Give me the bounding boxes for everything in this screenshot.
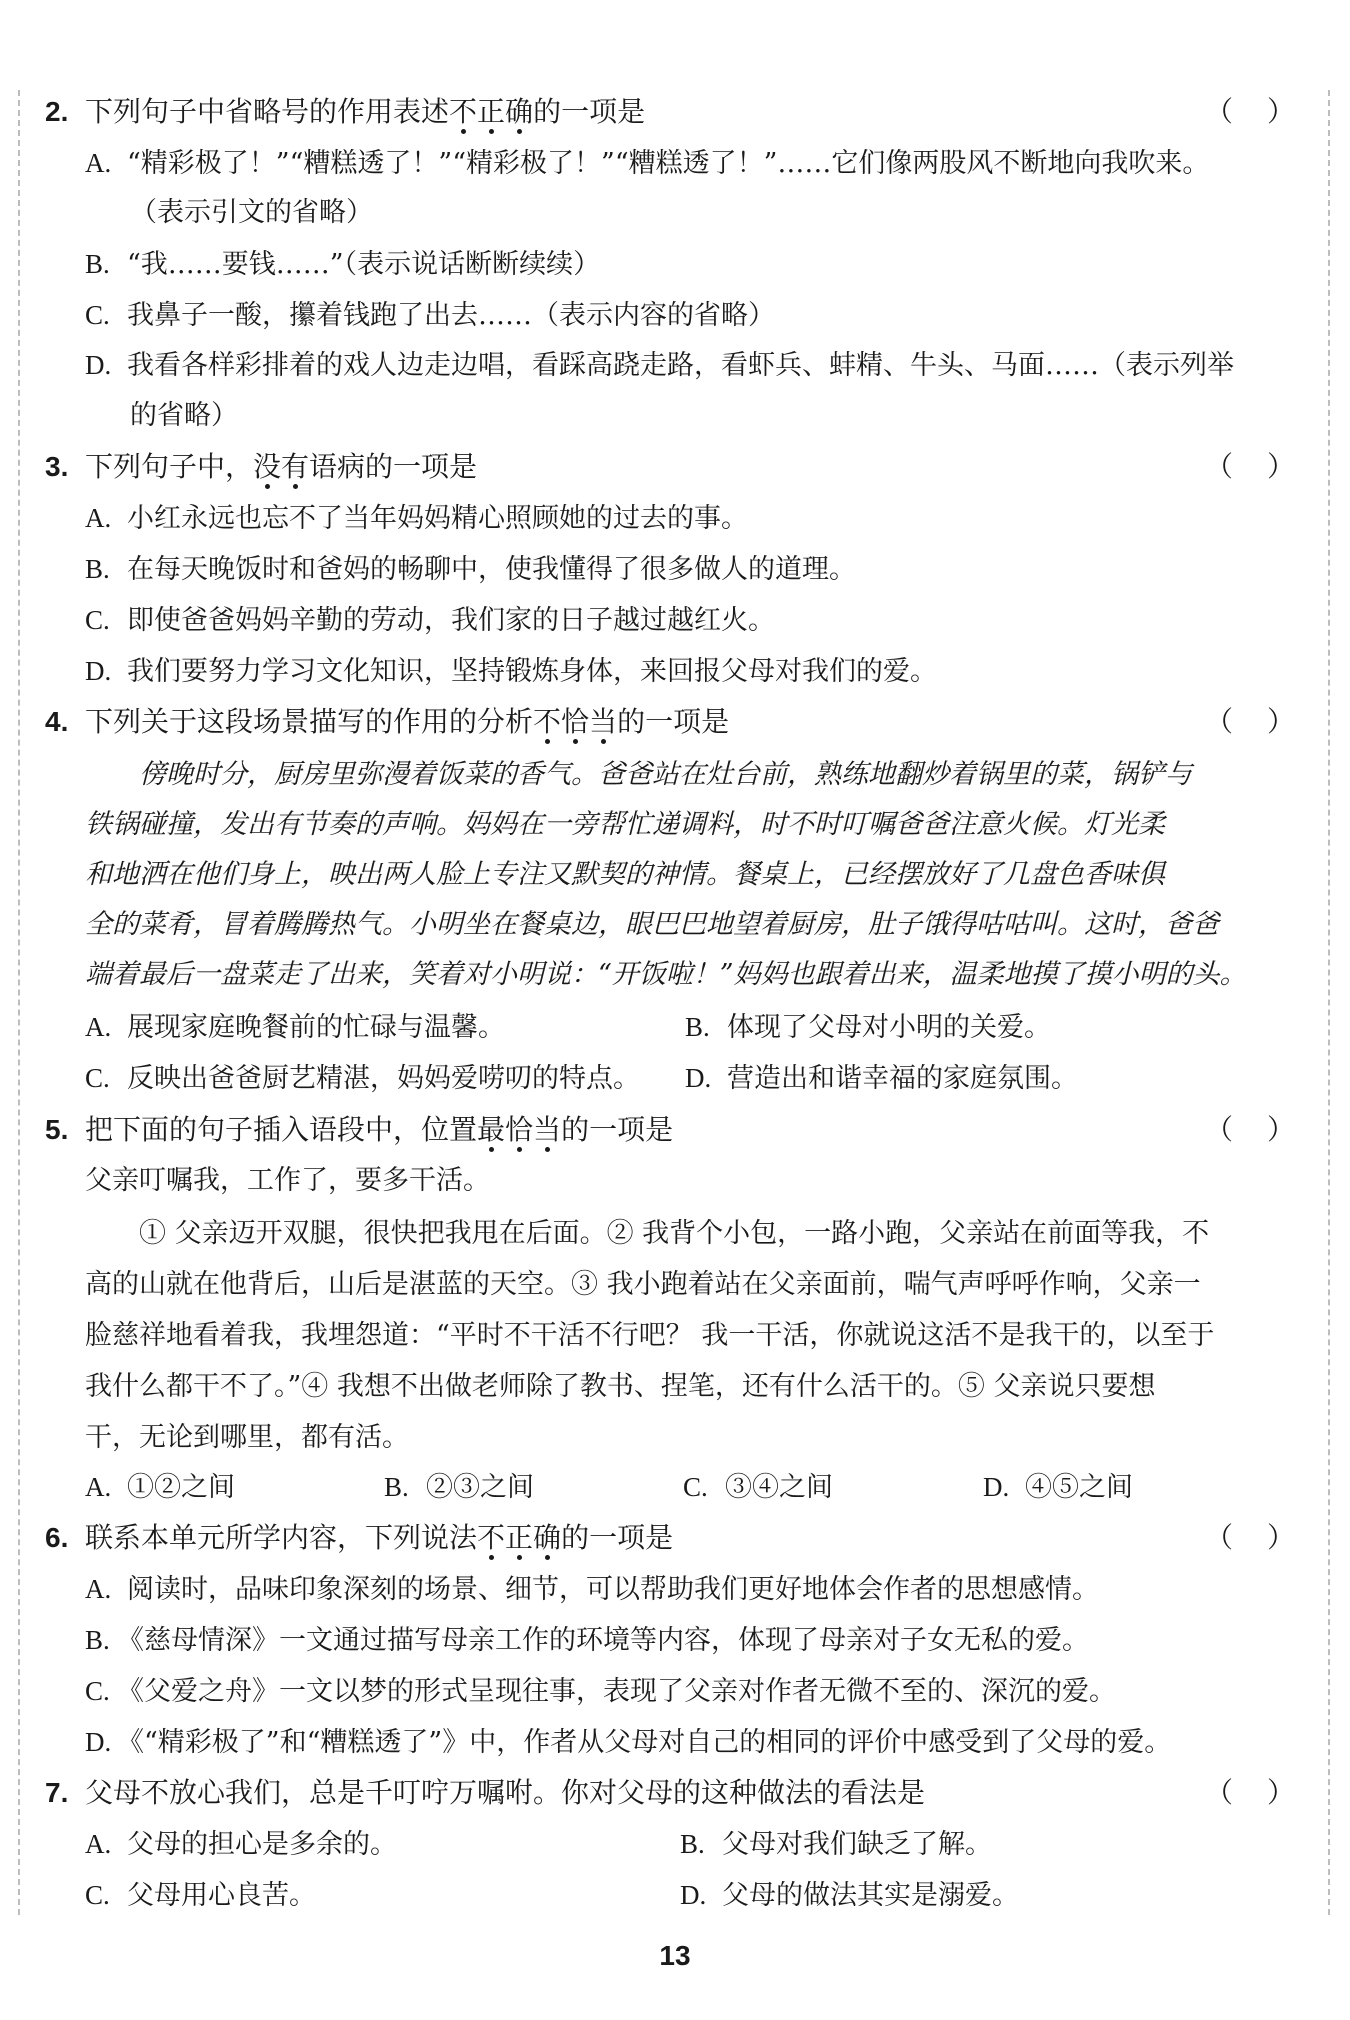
passage-line: ① 父亲迈开双腿，很快把我甩在后面。② 我背个小包，一路小跑，父亲站在前面等我，不	[139, 1218, 1210, 1249]
q5-passage	[85, 1208, 1295, 1463]
q6-option-c[interactable]: C. 《父爱之舟》一文以梦的形式呈现往事，表现了父亲对作者无微不至的、深沉的爱。	[85, 1676, 1116, 1707]
q3-option-c[interactable]: C. 即使爸爸妈妈辛勤的劳动，我们家的日子越过越红火。	[85, 605, 775, 636]
q4-option-d[interactable]: D. 营造出和谐幸福的家庭氛围。	[685, 1063, 1078, 1094]
passage-line: 铁锅碰撞，发出有节奏的声响。妈妈在一旁帮忙递调料，时不时叮嘱爸爸注意火候。灯光柔	[85, 809, 1165, 840]
answer-blank[interactable]: （ ）	[1205, 450, 1295, 483]
passage-line: 端着最后一盘菜走了出来，笑着对小明说：“开饭啦！”妈妈也跟着出来，温柔地摸了摸小明的头。	[85, 959, 1247, 990]
right-margin-rule	[1328, 90, 1330, 1915]
question-4-stem: 4. 下列关于这段场景描写的作用的分析不恰当的一项是 （ ）	[45, 702, 1295, 742]
q5-option-c[interactable]: C. ③④之间	[683, 1472, 833, 1503]
q5-option-b[interactable]: B. ②③之间	[384, 1472, 534, 1503]
q4-option-b[interactable]: B. 体现了父母对小明的关爱。	[685, 1012, 1051, 1043]
q4-option-c[interactable]: C. 反映出爸爸厨艺精湛，妈妈爱唠叨的特点。	[85, 1063, 640, 1094]
q2-option-a-cont: （表示引文的省略）	[130, 197, 373, 228]
q4-passage	[85, 750, 1295, 1000]
q6-option-b[interactable]: B. 《慈母情深》一文通过描写母亲工作的环境等内容，体现了母亲对子女无私的爱。	[85, 1625, 1089, 1656]
q5-option-d[interactable]: D. ④⑤之间	[983, 1472, 1133, 1503]
q4-option-a[interactable]: A. 展现家庭晚餐前的忙碌与温馨。	[85, 1012, 505, 1043]
q7-option-c[interactable]: C. 父母用心良苦。	[85, 1880, 316, 1911]
question-5-stem: 5. 把下面的句子插入语段中，位置最恰当的一项是 （ ）	[45, 1110, 1295, 1150]
passage-line: 全的菜肴，冒着腾腾热气。小明坐在餐桌边，眼巴巴地望着厨房，肚子饿得咕咕叫。这时，爸爸	[85, 909, 1219, 940]
page-number: 13	[659, 1940, 691, 1971]
answer-blank[interactable]: （ ）	[1205, 705, 1295, 738]
q2-option-a[interactable]: A. “精彩极了！”“糟糕透了！”“精彩极了！”“糟糕透了！”……它们像两股风不断地向我吹来。	[85, 148, 1210, 179]
left-margin-rule	[18, 90, 20, 1915]
q2-option-d[interactable]: D. 我看各样彩排着的戏人边走边唱，看踩高跷走路，看虾兵、蚌精、牛头、马面……（表示列举	[85, 350, 1234, 381]
q3-option-a[interactable]: A. 小红永远也忘不了当年妈妈精心照顾她的过去的事。	[85, 503, 748, 534]
q5-insert-sentence: 父亲叮嘱我，工作了，要多干活。	[85, 1165, 490, 1196]
q3-option-b[interactable]: B. 在每天晚饭时和爸妈的畅聊中，使我懂得了很多做人的道理。	[85, 554, 856, 585]
question-7-stem: 7. 父母不放心我们，总是千叮咛万嘱咐。你对父母的这种做法的看法是 （ ）	[45, 1773, 1295, 1813]
q7-option-b[interactable]: B. 父母对我们缺乏了解。	[680, 1829, 992, 1860]
q5-option-a[interactable]: A. ①②之间	[85, 1472, 235, 1503]
q2-option-d-cont: 的省略）	[130, 400, 238, 431]
question-2-stem: 2. 下列句子中省略号的作用表述不正确的一项是 （ ）	[45, 92, 1295, 132]
q6-option-a[interactable]: A. 阅读时，品味印象深刻的场景、细节，可以帮助我们更好地体会作者的思想感情。	[85, 1574, 1099, 1605]
q7-option-a[interactable]: A. 父母的担心是多余的。	[85, 1829, 397, 1860]
q2-option-c[interactable]: C. 我鼻子一酸，攥着钱跑了出去……（表示内容的省略）	[85, 300, 775, 331]
passage-line: 脸慈祥地看着我，我埋怨道：“平时不干活不行吧？ 我一干活，你就说这活不是我干的，以至于	[85, 1320, 1215, 1351]
answer-blank[interactable]: （ ）	[1205, 1521, 1295, 1554]
answer-blank[interactable]: （ ）	[1205, 1776, 1295, 1809]
passage-line: 和地洒在他们身上，映出两人脸上专注又默契的神情。餐桌上，已经摆放好了几盘色香味俱	[85, 859, 1165, 890]
q6-option-d[interactable]: D. 《“精彩极了”和“糟糕透了”》中，作者从父母对自己的相同的评价中感受到了父母的爱。	[85, 1727, 1172, 1758]
question-6-stem: 6. 联系本单元所学内容，下列说法不正确的一项是 （ ）	[45, 1518, 1295, 1558]
question-3-stem: 3. 下列句子中，没有语病的一项是 （ ）	[45, 447, 1295, 487]
q2-option-b[interactable]: B. “我……要钱……”（表示说话断断续续）	[85, 249, 601, 280]
passage-line: 我什么都干不了。”④ 我想不出做老师除了教书、捏笔，还有什么活干的。⑤ 父亲说只要想	[85, 1371, 1156, 1402]
answer-blank[interactable]: （ ）	[1205, 1113, 1295, 1146]
q7-option-d[interactable]: D. 父母的做法其实是溺爱。	[680, 1880, 1019, 1911]
passage-line: 傍晚时分，厨房里弥漫着饭菜的香气。爸爸站在灶台前，熟练地翻炒着锅里的菜，锅铲与	[139, 759, 1192, 790]
q3-option-d[interactable]: D. 我们要努力学习文化知识，坚持锻炼身体，来回报父母对我们的爱。	[85, 656, 937, 687]
answer-blank[interactable]: （ ）	[1205, 95, 1295, 128]
passage-line: 干，无论到哪里，都有活。	[85, 1422, 409, 1453]
passage-line: 高的山就在他背后，山后是湛蓝的天空。③ 我小跑着站在父亲面前，喘气声呼呼作响，父亲一	[85, 1269, 1201, 1300]
